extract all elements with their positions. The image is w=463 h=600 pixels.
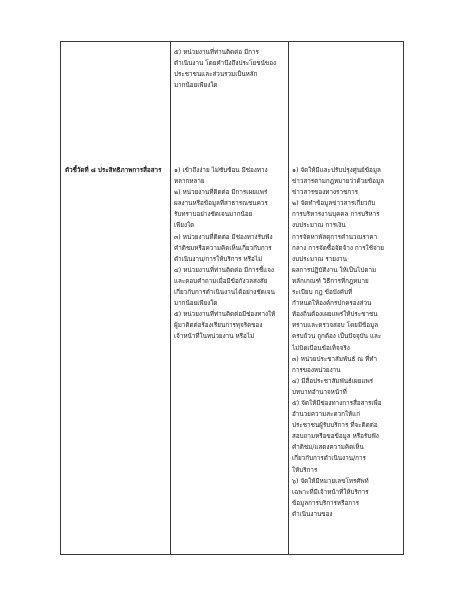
evidence-line: การจัดหาพัสดุการคำนวณราคา (292, 233, 378, 241)
evidence-line: กำหนดให้องค์กรปกครองส่วน (292, 300, 372, 308)
evidence-line: ข่าวสารของทางราชการ (292, 189, 358, 197)
evidence-line: ดำเนินงานของ (292, 510, 333, 518)
evidence-line: คำติชม/แสดงความคิดเห็น (292, 444, 364, 452)
evidence-line: ๖) จัดให้มีหมายเลขโทรศัพท์ (292, 477, 369, 485)
criteria-line: ดำเนินงาน/การให้บริการ หรือไม่ (174, 255, 263, 263)
criteria-line: ๔) หน่วยงานที่ท่านติดต่อ มีการชี้แจง (174, 266, 274, 274)
evidence-line: การของหน่วยงาน (292, 366, 341, 374)
evidence-line: งบประมาณ การเงิน (292, 222, 346, 230)
evidence-cell (292, 165, 402, 520)
evidence-line: การบริหารงานบุคคล การบริหาร (292, 211, 380, 219)
evidence-line: สอบถามหรือขอข้อมูล หรือรับฟัง (292, 433, 379, 441)
evidence-line: ๒) จัดทำข้อมูลข่าวสารเกี่ยวกับ (292, 200, 376, 208)
criteria-line: รับทราบอย่างชัดเจนมากน้อย (174, 211, 253, 219)
criteria-line: ประชาชนและส่วนรวมเป็นหลัก (174, 71, 258, 79)
criteria-line: ๓) หน่วยงานที่ติดต่อ มีช่องทางรับฟัง (174, 233, 273, 241)
column-divider (288, 42, 289, 554)
criteria-line: มากน้อยเพียงใด (174, 300, 218, 308)
criteria-continued-cell (174, 47, 285, 91)
criteria-line: ผู้มาติดต่อร้องเรียนการทุจริตของ (174, 322, 263, 330)
criteria-line: ๒) หน่วยงานที่ติดต่อ มีการเผยแพร่ (174, 189, 268, 197)
evidence-line: ครบถ้วน ถูกต้อง เป็นปัจจุบัน และ (292, 333, 382, 341)
criteria-line: ดำเนินงาน โดยคำนึงถึงประโยชน์ของ (174, 60, 277, 68)
criteria-line: ๕) หน่วยงานที่ท่านติดต่อ มีการ (174, 49, 259, 56)
criteria-cell (174, 165, 285, 343)
criteria-line: หลากหลาย (174, 178, 205, 186)
evidence-line: ๕) จัดให้มีช่องทางการสื่อสารเพื่อ (292, 399, 382, 407)
evidence-line: ๔) มีสื่อประชาสัมพันธ์เผยแพร่ (292, 377, 373, 385)
evidence-line: ผลการปฏิบัติงาน ให้เป็นไปตาม (292, 266, 377, 274)
criteria-line: เจ้าหน้าที่ในหน่วยงาน หรือไม่ (174, 333, 255, 341)
indicator-title-cell (65, 165, 168, 176)
evidence-line: บทบาทอำนาจหน้าที่ (292, 388, 347, 396)
evidence-line: ทราบและตรวจสอบ โดยมีข้อมูล (292, 322, 379, 330)
evidence-line: ไม่บิดเบือนข้อเท็จจริง (292, 344, 350, 352)
evidence-line: ให้บริการ (292, 466, 318, 474)
criteria-line: มากน้อยเพียงใด (174, 82, 218, 90)
evidence-line: งบประมาณ รายงาน (292, 255, 347, 263)
evidence-line: ประชาชนผู้รับบริการ ที่จะติดต่อ (292, 422, 378, 430)
evidence-line: ท้องถิ่นต้องเผยแพร่ให้ประชาชน (292, 311, 378, 319)
criteria-line: ๕) หน่วยงานที่ท่านติดต่อมีช่องทางให้ (174, 311, 276, 319)
evidence-line: ข่าวสารตามกฎหมายว่าด้วยข้อมูล (292, 178, 384, 186)
evidence-line: ๓) หน่วยประชาสัมพันธ์ ณ ที่ทำ (292, 355, 377, 363)
evidence-line: อำนวยความสะดวกให้แก่ (292, 411, 361, 419)
criteria-line: และตอบคำถามเมื่อมีข้อกังวลสงสัย (174, 277, 268, 285)
indicator-title: ตัวชี้วัดที่ ๘ ประสิทธิภาพการสื่อสาร (65, 167, 162, 174)
evidence-line: ระเบียบ กฎ ข้อบังคับที่ (292, 289, 353, 297)
evidence-line: เกี่ยวกับการดำเนินงาน/การ (292, 455, 366, 463)
indicator-table (60, 41, 404, 555)
criteria-line: เกี่ยวกับการดำเนินงานได้อย่างชัดเจน (174, 289, 275, 297)
criteria-line: ๑) เข้าถึงง่าย ไม่ซับซ้อน มีช่องทาง (174, 167, 268, 174)
evidence-line: กลาง การจัดซื้อจัดจ้าง การใช้จ่าย (292, 244, 384, 252)
criteria-line: คำติชมหรือความคิดเห็นเกี่ยวกับการ (174, 244, 272, 252)
evidence-line: เฉพาะที่มีเจ้าหน้าที่ให้บริการ (292, 488, 369, 496)
column-divider (170, 42, 171, 554)
criteria-line: เพียงใด (174, 222, 195, 230)
evidence-line: ข้อมูลการบริการหรือการ (292, 499, 359, 507)
evidence-line: ๑) จัดให้มีและปรับปรุงศูนย์ข้อมูล (292, 167, 381, 174)
evidence-line: หลักเกณฑ์ วิธีการที่กฎหมาย (292, 277, 369, 285)
criteria-line: ผลงานหรือข้อมูลที่สาธารณชนควร (174, 200, 268, 208)
